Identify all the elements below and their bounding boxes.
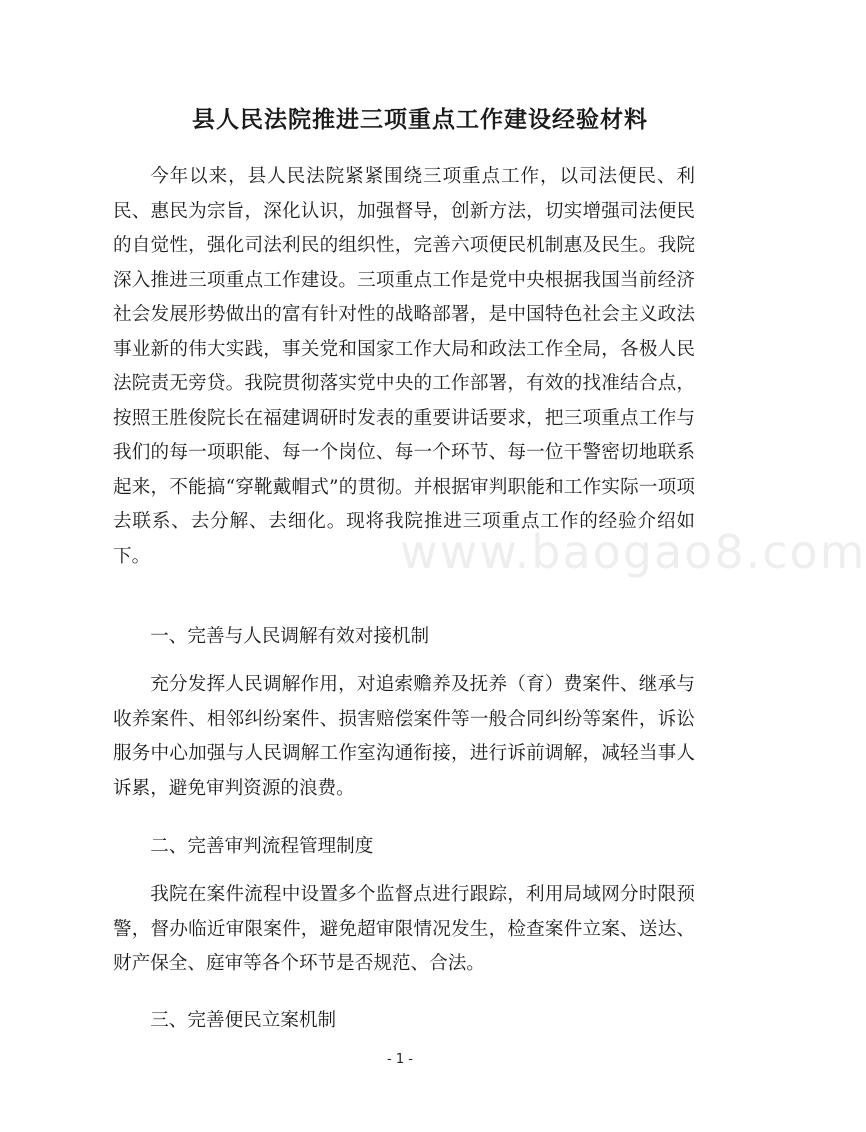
intro-paragraph: 今年以来，县人民法院紧紧围绕三项重点工作，以司法便民、利民、惠民为宗旨，深化认识，加强督导，创新方法，切实增强司法便民的自觉性，强化司法利民的组织性，完善六项便民机制惠及民生。我院深入推进三项重点工作建设。三项重点工作是党中央根据我国当前经济社会发展形势做出的富有针对性的战略部署，是中国特色社会主义政法事业新的伟大实践，事关党和国家工作大局和政法工作全局，各极人民法院责无旁贷。我院贯彻落实党中央的工作部署，有效的找准结合点，按照王胜俊院长在福建调研时发表的重要讲话要求，把三项重点工作与我们的每一项职能、每一个岗位、每一个环节、每一位干警密切地联系起来，不能搞“穿靴戴帽式”的贯彻。并根据审判职能和工作实际一项项去联系、去分解、去细化。现将我院推进三项重点工作的经验介绍如下。 [113, 166, 695, 567]
watermark: www.baogao8.com [400, 525, 866, 579]
section-heading-3: 三、完善便民立案机制 [150, 1010, 337, 1031]
section-paragraph-2: 我院在案件流程中设置多个监督点进行跟踪，利用局域网分时限预警，督办临近审限案件，避免超审限情况发生，检查案件立案、送达、财产保全、庭审等各个环节是否规范、合法。 [113, 884, 695, 974]
section-paragraph-1: 充分发挥人民调解作用，对追索赡养及抚养（育）费案件、继承与收养案件、相邻纠纷案件、损害赔偿案件等一般合同纠纷等案件，诉讼服务中心加强与人民调解工作室沟通衔接，进行诉前调解，减轻当事人诉累，避免审判资源的浪费。 [113, 674, 695, 799]
document-title: 县人民法院推进三项重点工作建设经验材料 [192, 106, 648, 133]
section-heading-1: 一、完善与人民调解有效对接机制 [150, 626, 430, 647]
section-heading-2: 二、完善审判流程管理制度 [150, 836, 374, 857]
page-number: - 1 - [387, 1052, 413, 1067]
